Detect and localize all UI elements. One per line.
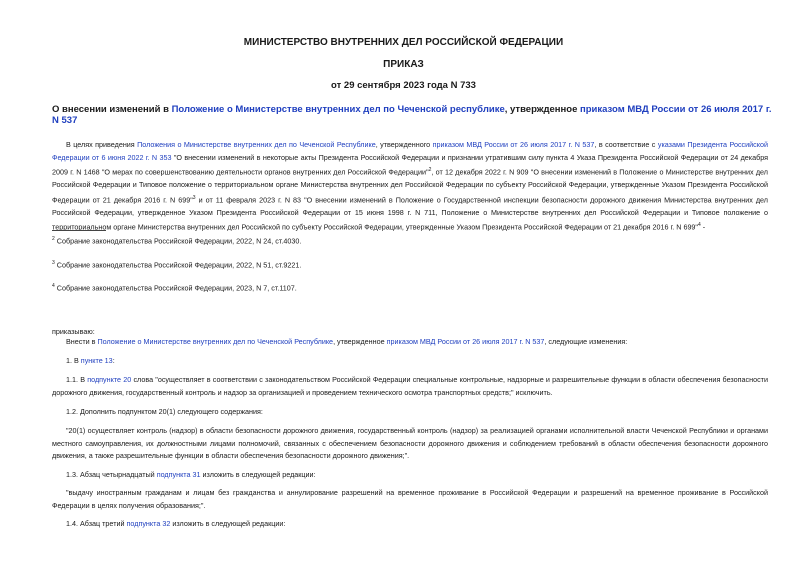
item-1: 1. В пункте 13: xyxy=(66,356,115,365)
intro-link-regulation[interactable]: Положение о Министерстве внутренних дел по Чеченской Республике xyxy=(97,337,334,346)
item-1-4-link[interactable]: подпункта 32 xyxy=(126,519,171,528)
preamble-paragraph: В целях приведения Положения о Министерстве внутренних дел по Чеченской Республике, утвержденного приказом МВД России от 26 июля 2017 г. N 537, в соответствие с указами Президента Российской Федерации от 6 июня 2022 г. N 353 "О внесении изменений в некоторые акты Президента Российской Федерации и признании утратившим силу пункта 4 Указа Президента Российской Федерации от 24 декабря 2009 г. N 1468 "О мерах по совершенствованию деятельности органов внутренних дел Российской Федерации"$^2$, от 12 декабря 2022 г. N 909 "О внесении изменений в Положение о Министерстве внутренних дел Российской Федерации и Типовое положение о территориальном органе Министерства внутренних дел Российской Федерации по субъекту Российской Федерации, утвержденные Указом Президента Российской Федерации от 21 декабря 2016 г. N 699"$^3$ и от 11 февраля 2023 г. N 83 "О внесении изменений в Положение о Государственной инспекции безопасности дорожного движения Министерства внутренних дел Российской Федерации, утвержденное Указом Президента Российской Федерации от 15 июня 1998 г. N 711, Положение о Министерстве внутренних дел Российской Федерации и Типовое положение о территориальном органе Министерства внутренних дел Российской по субъекту Российской Федерации, утвержденные Указом Президента Российской Федерации от 21 декабря 2016 г. N 699"$^4$ - xyxy=(52,140,769,232)
preamble-link-decrees[interactable]: указами Президента Российской Федерации от 6 июня 2022 г. N 353 xyxy=(52,140,768,162)
preamble-link-regulation[interactable]: Положения о Министерстве внутренних дел по Чеченской Республике xyxy=(137,140,376,149)
footnote-divider xyxy=(52,230,106,231)
item-1-3-link[interactable]: подпункта 31 xyxy=(156,470,201,479)
item-1-2: 1.2. Дополнить подпунктом 20(1) следующего содержания: xyxy=(66,407,263,416)
intro-paragraph: Внести в Положение о Министерстве внутренних дел по Чеченской Республике, утвержденное приказом МВД России от 26 июля 2017 г. N 537, следующие изменения: xyxy=(66,337,628,346)
item-1-1: 1.1. В подпункте 20 слова "осуществляет в соответствии с законодательством Российской Федерации специальные контрольные, надзорные и разрешительные функции в области обеспечения безопасности дорожного движения, государственный контроль и надзор за организацией и проведением технического осмотра транспортных средств;" исключить. xyxy=(52,375,768,397)
item-1-4: 1.4. Абзац третий подпункта 32 изложить в следующей редакции: xyxy=(66,519,286,528)
item-1-link[interactable]: пункте 13 xyxy=(80,356,113,365)
footnote-3: $^4$ Собрание законодательства Российской Федерации, 2023, N 7, ст.1107. xyxy=(52,283,297,293)
quote-permits: "выдачу иностранным гражданам и лицам без гражданства и аннулирование разрешений на временное проживание в Российской Федерации и разрешений на временное проживание в Российской Федерации в целях получения образования;". xyxy=(52,488,768,510)
title-link-regulation[interactable]: Положение о Министерстве внутренних дел по Чеченской республике xyxy=(171,104,505,115)
title-link-order[interactable]: приказом МВД России от 26 июля 2017 г. N 537 xyxy=(52,104,772,126)
doc-type-heading: ПРИКАЗ xyxy=(383,59,424,70)
intro-link-order[interactable]: приказом МВД России от 26 июля 2017 г. N 537 xyxy=(386,337,545,346)
orders-line: приказываю: xyxy=(52,327,95,336)
item-1-3: 1.3. Абзац четырнадцатый подпункта 31 изложить в следующей редакции: xyxy=(66,470,316,479)
document-title: О внесении изменений в Положение о Министерстве внутренних дел по Чеченской республике, утвержденное приказом МВД России от 26 июля 2017 г. N 537 xyxy=(52,104,772,126)
preamble-link-order[interactable]: приказом МВД России от 26 июля 2017 г. N 537 xyxy=(432,140,595,149)
date-number-heading: от 29 сентября 2023 года N 733 xyxy=(331,80,476,91)
quote-20-1: "20(1) осуществляет контроль (надзор) в области безопасности дорожного движения, государственный контроль (надзор) за реализацией органами исполнительной власти Чеченской Республики и органами местного самоуправления, их должностными лицами полномочий, связанных с обеспечением безопасности дорожного движения и соблюдением требований в области обеспечения безопасности дорожного движения, а также разрешительные функции в области обеспечения безопасности дорожного движения;". xyxy=(52,426,768,461)
footnote-1: $^2$ Собрание законодательства Российской Федерации, 2022, N 24, ст.4030. xyxy=(52,236,302,246)
ministry-heading: МИНИСТЕРСТВО ВНУТРЕННИХ ДЕЛ РОССИЙСКОЙ ФЕДЕРАЦИИ xyxy=(243,37,564,48)
footnote-2: $^3$ Собрание законодательства Российской Федерации, 2022, N 51, ст.9221. xyxy=(52,260,302,270)
item-1-1-link[interactable]: подпункте 20 xyxy=(87,375,132,384)
